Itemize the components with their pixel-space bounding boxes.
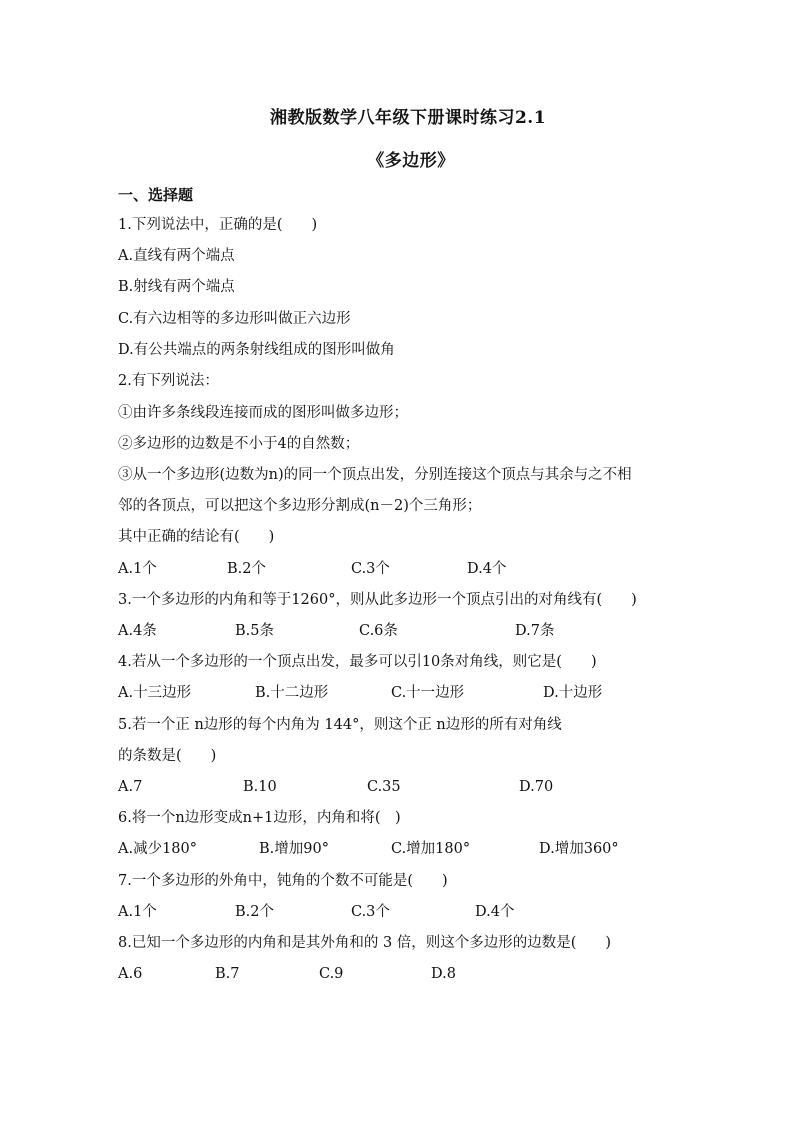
question-6-options: [0, 839, 794, 859]
question-7-option-a: A.1个: [118, 904, 157, 920]
document-title: 湘教版数学八年级下册课时练习2.1: [269, 108, 547, 128]
question-4-option-c: C.十一边形: [391, 685, 465, 701]
question-1-option-a: A.直线有两个端点: [118, 248, 235, 264]
question-7-option-d: D.4个: [475, 904, 515, 920]
question-7-option-b: B.2个: [235, 904, 274, 920]
question-1-option-c: C.有六边相等的多边形叫做正六边形: [118, 311, 351, 327]
question-1-stem: 1.下列说法中，正确的是( ): [118, 217, 318, 233]
question-2-statement-1: ①由许多条线段连接而成的图形叫做多边形；: [118, 405, 408, 421]
question-7-options: [0, 902, 794, 922]
question-5-option-b: B.10: [243, 779, 277, 795]
question-8-option-c: C.9: [319, 966, 344, 982]
question-6-option-a: A.减少180°: [118, 841, 198, 857]
question-4-options: [0, 683, 794, 703]
question-6-option-c: C.增加180°: [391, 841, 471, 857]
question-2-stem: 2.有下列说法：: [118, 373, 219, 389]
question-3-option-c: C.6条: [359, 623, 398, 639]
question-2-options: [0, 559, 794, 579]
question-7-stem: 7.一个多边形的外角中，钝角的个数不可能是( ): [118, 873, 448, 889]
question-6-stem: 6.将一个n边形变成n+1边形，内角和将( ): [118, 810, 401, 826]
question-5-option-a: A.7: [118, 779, 143, 795]
question-2-statement-3-cont: 邻的各顶点，可以把这个多边形分割成(n－2)个三角形；: [118, 498, 482, 514]
question-6-option-b: B.增加90°: [259, 841, 329, 857]
document-subtitle: 《多边形》: [367, 151, 455, 171]
question-1-option-d: D.有公共端点的两条射线组成的图形叫做角: [118, 342, 395, 358]
question-2-option-d: D.4个: [467, 561, 507, 577]
question-2-option-c: C.3个: [351, 561, 390, 577]
question-3-option-a: A.4条: [118, 623, 157, 639]
question-5-option-c: C.35: [367, 779, 401, 795]
section-heading: 一、选择题: [118, 186, 194, 204]
question-3-option-b: B.5条: [235, 623, 274, 639]
question-2-option-b: B.2个: [227, 561, 266, 577]
question-2-statement-2: ②多边形的边数是不小于4的自然数；: [118, 436, 360, 452]
question-4-option-a: A.十三边形: [118, 685, 192, 701]
question-7-option-c: C.3个: [351, 904, 390, 920]
question-5-option-d: D.70: [519, 779, 554, 795]
question-5-stem-cont: 的条数是( ): [118, 748, 217, 764]
question-6-option-d: D.增加360°: [539, 841, 619, 857]
question-2-option-a: A.1个: [118, 561, 157, 577]
question-5-stem: 5.若一个正 n边形的每个内角为 144°，则这个正 n边形的所有对角线: [118, 717, 562, 733]
question-8-option-d: D.8: [431, 966, 456, 982]
question-3-stem: 3.一个多边形的内角和等于1260°，则从此多边形一个顶点引出的对角线有( ): [118, 592, 637, 608]
question-8-stem: 8.已知一个多边形的内角和是其外角和的 3 倍，则这个多边形的边数是( ): [118, 935, 612, 951]
question-4-stem: 4.若从一个多边形的一个顶点出发，最多可以引10条对角线，则它是( ): [118, 654, 597, 670]
question-2-ask: 其中正确的结论有( ): [118, 529, 275, 545]
question-4-option-b: B.十二边形: [255, 685, 329, 701]
question-3-options: [0, 621, 794, 641]
question-8-option-b: B.7: [215, 966, 240, 982]
question-4-option-d: D.十边形: [543, 685, 603, 701]
question-2-statement-3: ③从一个多边形(边数为n)的同一个顶点出发，分别连接这个顶点与其余与之不相: [118, 467, 632, 483]
question-8-option-a: A.6: [118, 966, 143, 982]
question-1-option-b: B.射线有两个端点: [118, 279, 235, 295]
question-5-options: [0, 777, 794, 797]
question-8-options: [0, 964, 794, 984]
question-3-option-d: D.7条: [515, 623, 555, 639]
